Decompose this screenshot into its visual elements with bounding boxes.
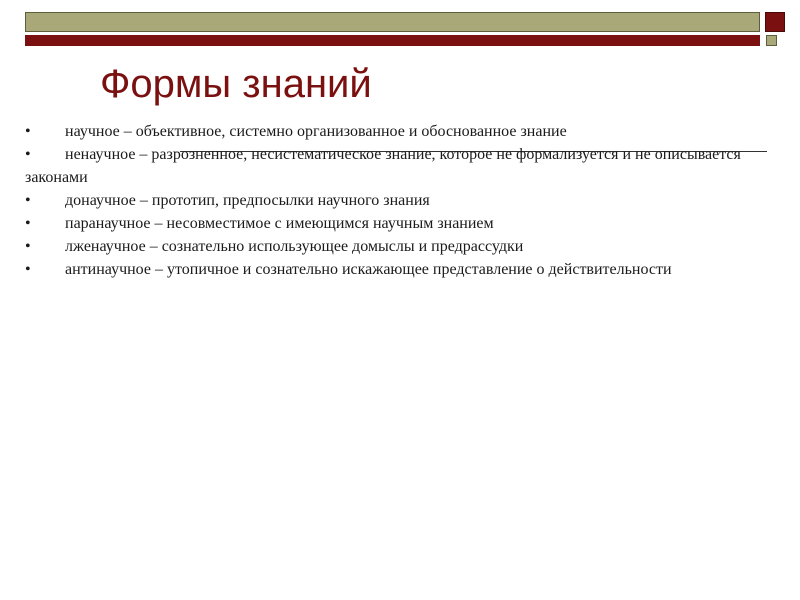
bullet-marker: • [25,192,31,209]
list-item-text: ненаучное – разрозненное, несистематическое знание, которое не формализуется и не описывается законами [25,146,741,186]
bullet-list [25,120,765,281]
list-item-text: научное – объективное, системно организованное и обоснованное знание [65,123,567,140]
list-item [25,189,765,212]
bullet-marker: • [25,123,31,140]
list-item [25,212,765,235]
bullet-marker: • [25,215,31,232]
header-red-square [765,12,785,32]
list-item [25,235,765,258]
header-olive-square [766,35,777,46]
list-item [25,258,765,281]
list-item-text: паранаучное – несовместимое с имеющимся научным знанием [65,215,494,232]
header-olive-bar [25,12,760,32]
bullet-marker: • [25,238,31,255]
slide-title: Формы знаний [100,62,372,106]
header-red-bar [25,35,760,46]
bullet-marker: • [25,261,31,278]
bullet-marker: • [25,146,31,163]
list-item-text: антинаучное – утопичное и сознательно искажающее представление о действительности [65,261,672,278]
list-item-text: лженаучное – сознательно использующее домыслы и предрассудки [65,238,524,255]
list-item [25,120,765,143]
list-item [25,143,765,189]
list-item-text: донаучное – прототип, предпосылки научного знания [65,192,430,209]
